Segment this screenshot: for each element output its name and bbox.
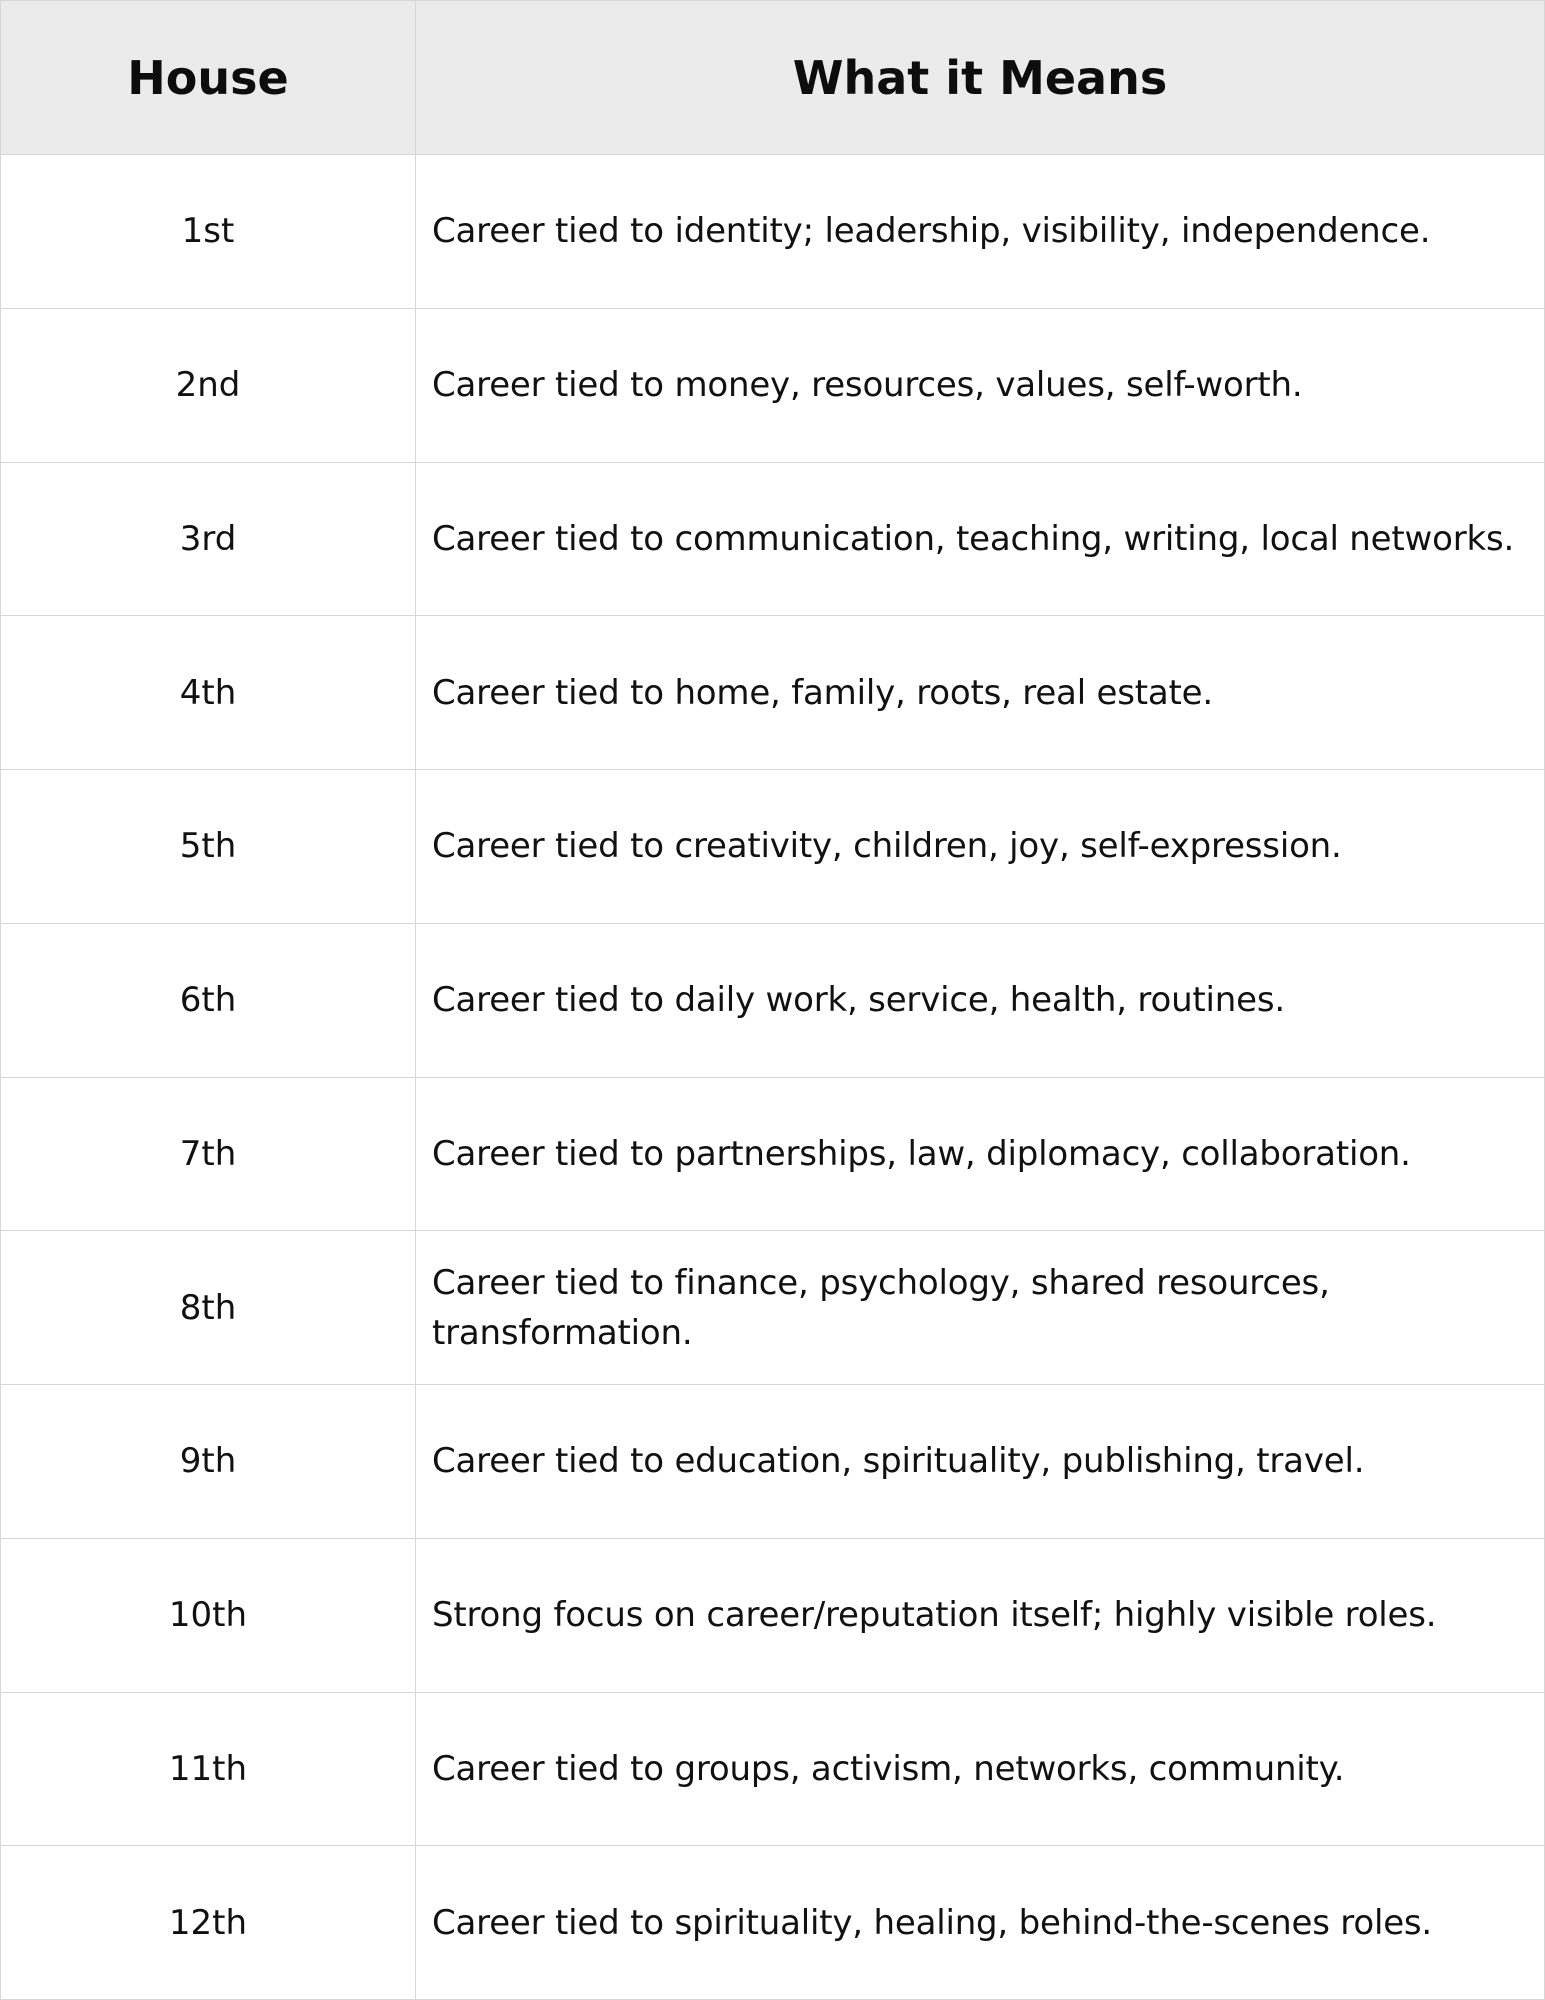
house-cell: 1st — [1, 155, 416, 309]
table-row — [1, 1846, 1545, 2000]
table-row — [1, 1538, 1545, 1692]
house-cell: 8th — [1, 1231, 416, 1385]
header-meaning: What it Means — [416, 1, 1545, 155]
meaning-cell: Career tied to finance, psychology, shared resources, transformation. — [416, 1231, 1545, 1385]
meaning-cell: Career tied to partnerships, law, diplomacy, collaboration. — [416, 1077, 1545, 1231]
meaning-cell: Career tied to groups, activism, networks, community. — [416, 1692, 1545, 1846]
table-row — [1, 616, 1545, 770]
meaning-cell: Strong focus on career/reputation itself; highly visible roles. — [416, 1538, 1545, 1692]
meaning-cell: Career tied to identity; leadership, visibility, independence. — [416, 155, 1545, 309]
house-cell: 4th — [1, 616, 416, 770]
table-header-row — [1, 1, 1545, 155]
table-row — [1, 155, 1545, 309]
table-row — [1, 1385, 1545, 1539]
table-row — [1, 308, 1545, 462]
table-row — [1, 1231, 1545, 1385]
meaning-cell: Career tied to money, resources, values, self-worth. — [416, 308, 1545, 462]
table-row — [1, 1692, 1545, 1846]
house-cell: 7th — [1, 1077, 416, 1231]
house-cell: 6th — [1, 923, 416, 1077]
table-row — [1, 1077, 1545, 1231]
table-row — [1, 462, 1545, 616]
meaning-cell: Career tied to education, spirituality, publishing, travel. — [416, 1385, 1545, 1539]
house-cell: 12th — [1, 1846, 416, 2000]
house-cell: 5th — [1, 770, 416, 924]
meaning-cell: Career tied to spirituality, healing, behind-the-scenes roles. — [416, 1846, 1545, 2000]
house-cell: 10th — [1, 1538, 416, 1692]
table-row — [1, 770, 1545, 924]
meaning-cell: Career tied to creativity, children, joy, self-expression. — [416, 770, 1545, 924]
meaning-cell: Career tied to communication, teaching, writing, local networks. — [416, 462, 1545, 616]
house-cell: 2nd — [1, 308, 416, 462]
meaning-cell: Career tied to home, family, roots, real estate. — [416, 616, 1545, 770]
house-cell: 11th — [1, 1692, 416, 1846]
meaning-cell: Career tied to daily work, service, health, routines. — [416, 923, 1545, 1077]
house-cell: 9th — [1, 1385, 416, 1539]
header-house: House — [1, 1, 416, 155]
house-cell: 3rd — [1, 462, 416, 616]
table-row — [1, 923, 1545, 1077]
